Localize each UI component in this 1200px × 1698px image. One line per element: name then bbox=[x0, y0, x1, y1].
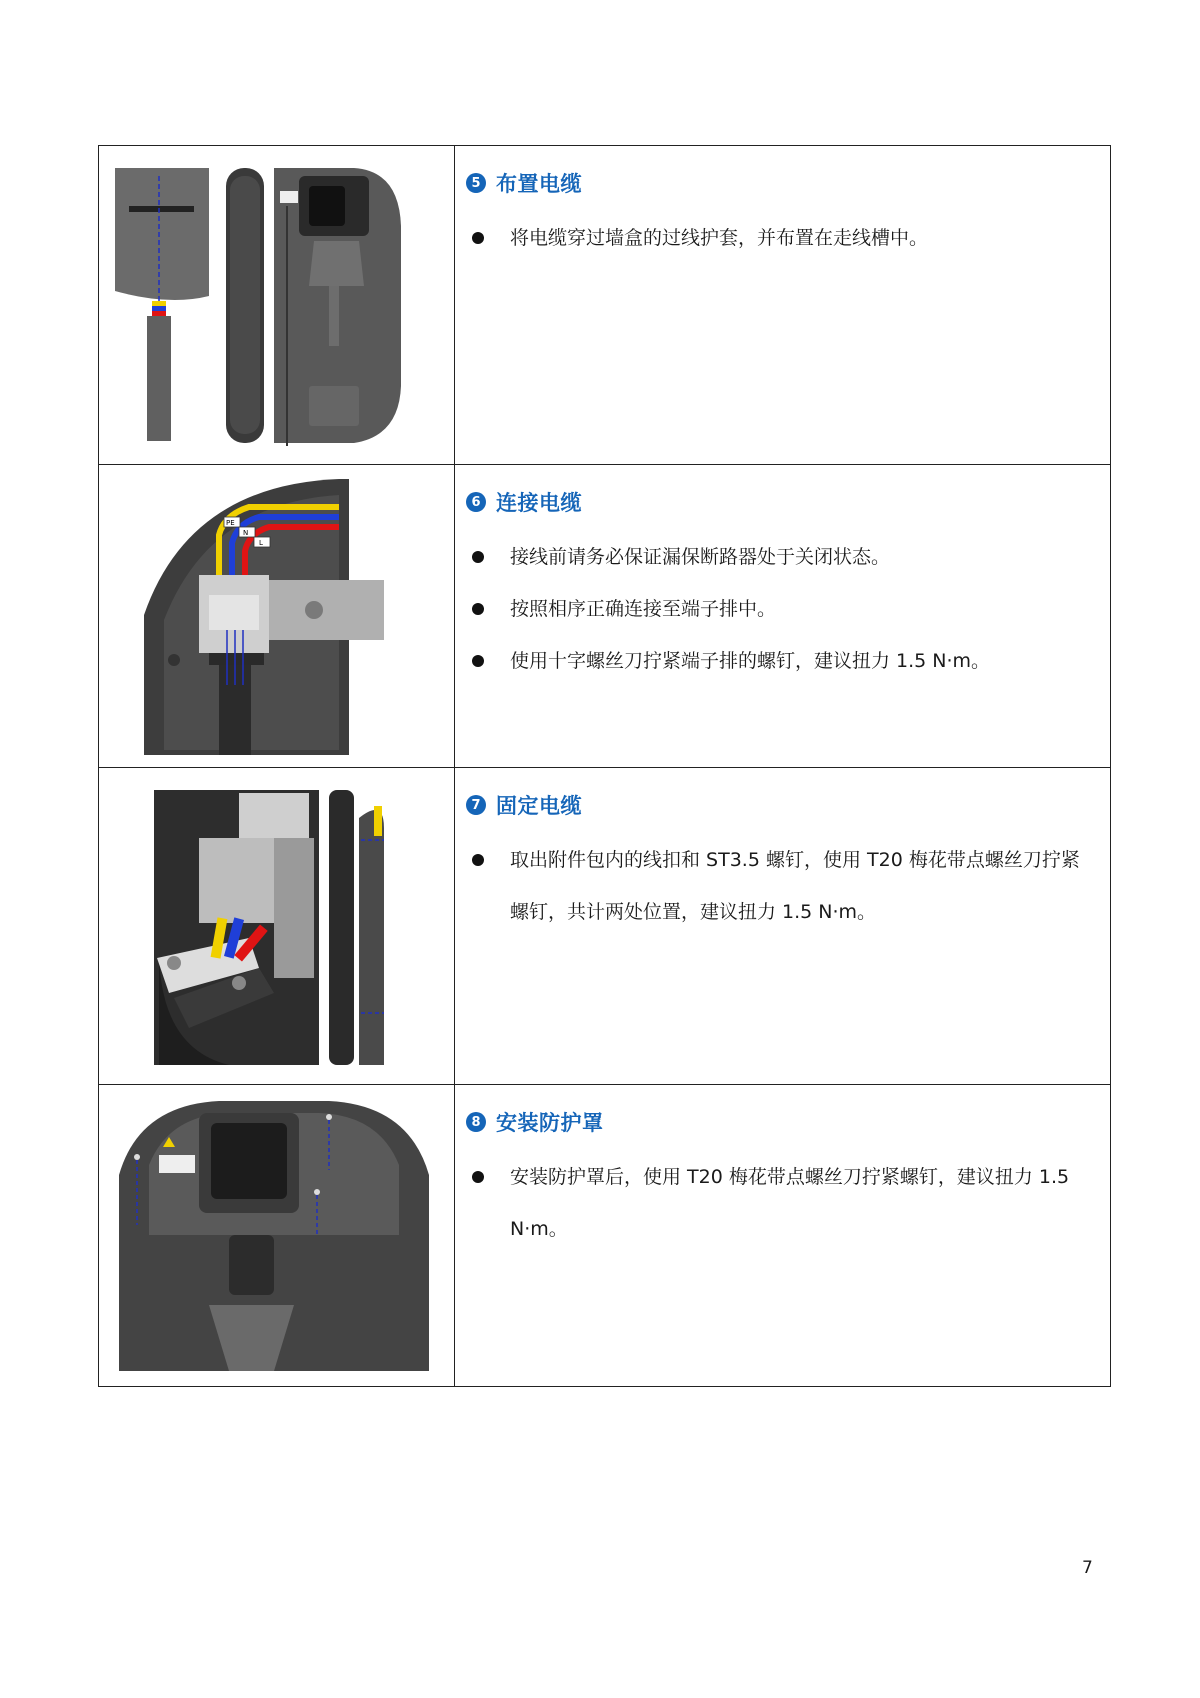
bullet-item: 接线前请务必保证漏保断路器处于关闭状态。 bbox=[455, 531, 1110, 583]
step-8-number-badge: 8 bbox=[466, 1112, 486, 1132]
step-5-number-badge: 5 bbox=[466, 173, 486, 193]
step-row-8 bbox=[99, 1085, 1111, 1387]
step-5-image-cell bbox=[99, 146, 455, 465]
step-6-image-cell bbox=[99, 465, 455, 768]
bullet-item: 使用十字螺丝刀拧紧端子排的螺钉，建议扭力 1.5 N·m。 bbox=[455, 635, 1110, 687]
step-row-6 bbox=[99, 465, 1111, 768]
step-7-image-cell bbox=[99, 768, 455, 1085]
step-7-bullet-list bbox=[455, 834, 1110, 938]
step-row-7 bbox=[99, 768, 1111, 1085]
protective-cover-illustration bbox=[99, 1085, 454, 1386]
step-6-heading bbox=[466, 487, 1110, 517]
step-8-text-cell bbox=[455, 1085, 1111, 1387]
page-number: 7 bbox=[1082, 1558, 1093, 1578]
bullet-item: 按照相序正确连接至端子排中。 bbox=[455, 583, 1110, 635]
bullet-item: 取出附件包内的线扣和 ST3.5 螺钉，使用 T20 梅花带点螺丝刀拧紧螺钉，共计两处位置，建议扭力 1.5 N·m。 bbox=[455, 834, 1110, 938]
step-5-bullet-list bbox=[455, 212, 1110, 264]
terminal-wiring-illustration bbox=[99, 465, 454, 767]
step-8-heading bbox=[466, 1107, 1110, 1137]
step-5-heading bbox=[466, 168, 1110, 198]
step-7-number-badge: 7 bbox=[466, 795, 486, 815]
step-8-bullet-list bbox=[455, 1151, 1110, 1255]
bullet-item: 安装防护罩后，使用 T20 梅花带点螺丝刀拧紧螺钉，建议扭力 1.5 N·m。 bbox=[455, 1151, 1110, 1255]
wire-label-n: N bbox=[243, 529, 249, 537]
step-8-image-cell bbox=[99, 1085, 455, 1387]
step-7-title: 固定电缆 bbox=[496, 794, 582, 818]
step-7-heading bbox=[466, 790, 1110, 820]
step-row-5 bbox=[99, 146, 1111, 465]
step-6-title: 连接电缆 bbox=[496, 491, 582, 515]
bullet-item: 将电缆穿过墙盒的过线护套，并布置在走线槽中。 bbox=[455, 212, 1110, 264]
cable-clamp-illustration bbox=[99, 768, 454, 1084]
installation-steps-table bbox=[98, 145, 1111, 1387]
step-8-title: 安装防护罩 bbox=[496, 1111, 604, 1135]
step-5-title: 布置电缆 bbox=[496, 172, 582, 196]
step-7-text-cell bbox=[455, 768, 1111, 1085]
step-5-text-cell bbox=[455, 146, 1111, 465]
wire-label-pe: PE bbox=[226, 519, 235, 527]
cable-routing-illustration bbox=[99, 146, 454, 464]
step-6-bullet-list bbox=[455, 531, 1110, 687]
wire-label-l: L bbox=[259, 539, 263, 547]
step-6-text-cell bbox=[455, 465, 1111, 768]
step-6-number-badge: 6 bbox=[466, 492, 486, 512]
